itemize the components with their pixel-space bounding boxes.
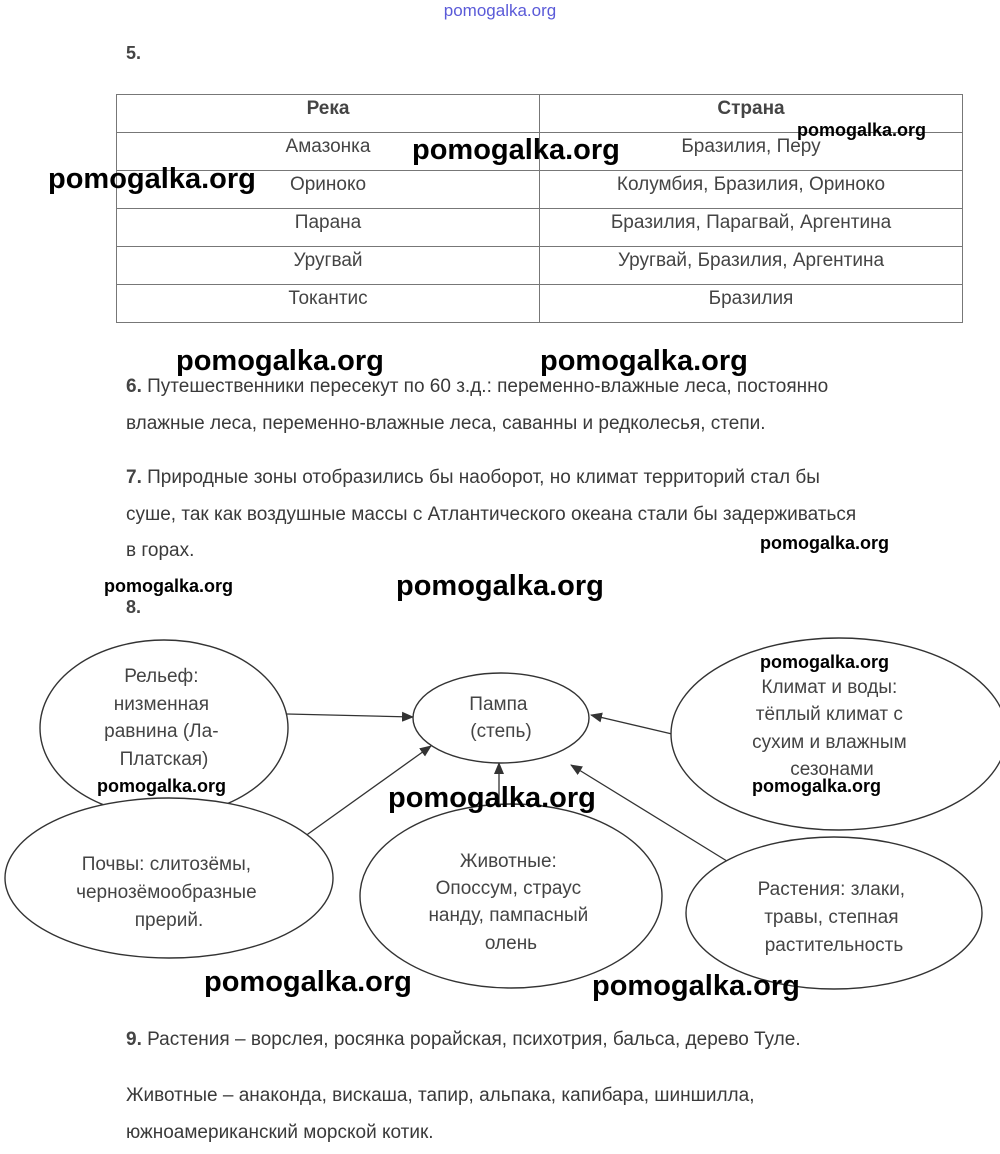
watermark: pomogalka.org — [540, 345, 748, 377]
table-row — [117, 285, 963, 323]
watermark: pomogalka.org — [412, 134, 620, 166]
watermark: pomogalka.org — [176, 345, 384, 377]
question-9-animals — [126, 1078, 996, 1151]
watermark: pomogalka.org — [592, 970, 800, 1002]
question-7-text-1: Природные зоны отобразились бы наоборот, но климат территорий стал бы — [147, 467, 820, 488]
question-9-plants-line — [126, 1022, 996, 1059]
climate-label: Климат и воды: тёплый климат с сухим и влажным сезонами — [752, 677, 907, 780]
watermark: pomogalka.org — [97, 776, 227, 796]
question-9-animals-line-1: Животные – анаконда, вискаша, тапир, альпака, капибара, шиншилла, — [126, 1085, 755, 1106]
river-cell: Токантис — [117, 285, 540, 323]
watermark: pomogalka.org — [760, 533, 890, 553]
header-river: Река — [117, 95, 540, 133]
question-9-animals-line-2: южноамериканский морской котик. — [126, 1121, 434, 1143]
river-cell: Парана — [117, 209, 540, 247]
question-6-number: 6. — [126, 376, 142, 397]
country-cell: Уругвай, Бразилия, Аргентина — [540, 247, 963, 285]
table-row — [117, 209, 963, 247]
question-7-line-3: в горах. — [126, 540, 195, 561]
question-9-plants-text: Растения – ворслея, росянка рорайская, психотрия, бальса, дерево Туле. — [147, 1029, 801, 1050]
country-cell: Бразилия, Парагвай, Аргентина — [540, 209, 963, 247]
question-9-number: 9. — [126, 1029, 142, 1050]
watermark: pomogalka.org — [104, 576, 234, 596]
river-cell: Ориноко — [117, 171, 540, 209]
arrow-relief — [287, 714, 413, 717]
watermark: pomogalka.org — [752, 776, 882, 796]
arrow-climate — [591, 715, 672, 734]
question-6-text-1: Путешественники пересекут по 60 з.д.: переменно-влажные леса, постоянно — [147, 376, 829, 397]
watermark: pomogalka.org — [48, 163, 256, 195]
center-label: Пампа (степь) — [469, 694, 532, 742]
table-row — [117, 247, 963, 285]
animals-label: Животные: Опоссум, страус нанду, пампасный олень — [428, 851, 589, 954]
question-6-line-2: влажные леса, переменно-влажные леса, саванны и редколесья, степи. — [126, 412, 766, 434]
watermark: pomogalka.org — [204, 966, 412, 998]
country-cell: Колумбия, Бразилия, Ориноко — [540, 171, 963, 209]
plants-label: Растения: злаки, травы, степная растительность — [757, 879, 906, 956]
river-cell: Амазонка — [117, 133, 540, 171]
watermark: pomogalka.org — [388, 782, 596, 814]
watermark: pomogalka.org — [760, 652, 890, 672]
question-7-number: 7. — [126, 467, 142, 488]
question-9 — [126, 1022, 996, 1059]
header-country: Страна — [540, 95, 963, 133]
river-cell: Уругвай — [117, 247, 540, 285]
center-node — [413, 673, 589, 763]
question-5-number: 5. — [126, 43, 142, 63]
site-link[interactable]: pomogalka.org — [443, 1, 557, 20]
soils-label: Почвы: слитозёмы, чернозёмообразные прерий. — [76, 854, 257, 931]
relief-label: Рельеф: низменная равнина (Ла- Платская) — [104, 666, 219, 770]
pampa-diagram — [0, 620, 1000, 1010]
question-7-line-2: суше, так как воздушные массы с Атлантического океана стали бы задерживаться — [126, 503, 857, 525]
country-cell: Бразилия, Перу — [540, 133, 963, 171]
question-7-line-1 — [126, 460, 996, 497]
question-6 — [126, 369, 986, 442]
soils-node — [5, 798, 333, 958]
watermark: pomogalka.org — [797, 120, 927, 140]
question-8-number: 8. — [126, 597, 142, 617]
country-cell: Бразилия — [540, 285, 963, 323]
watermark: pomogalka.org — [396, 570, 604, 602]
